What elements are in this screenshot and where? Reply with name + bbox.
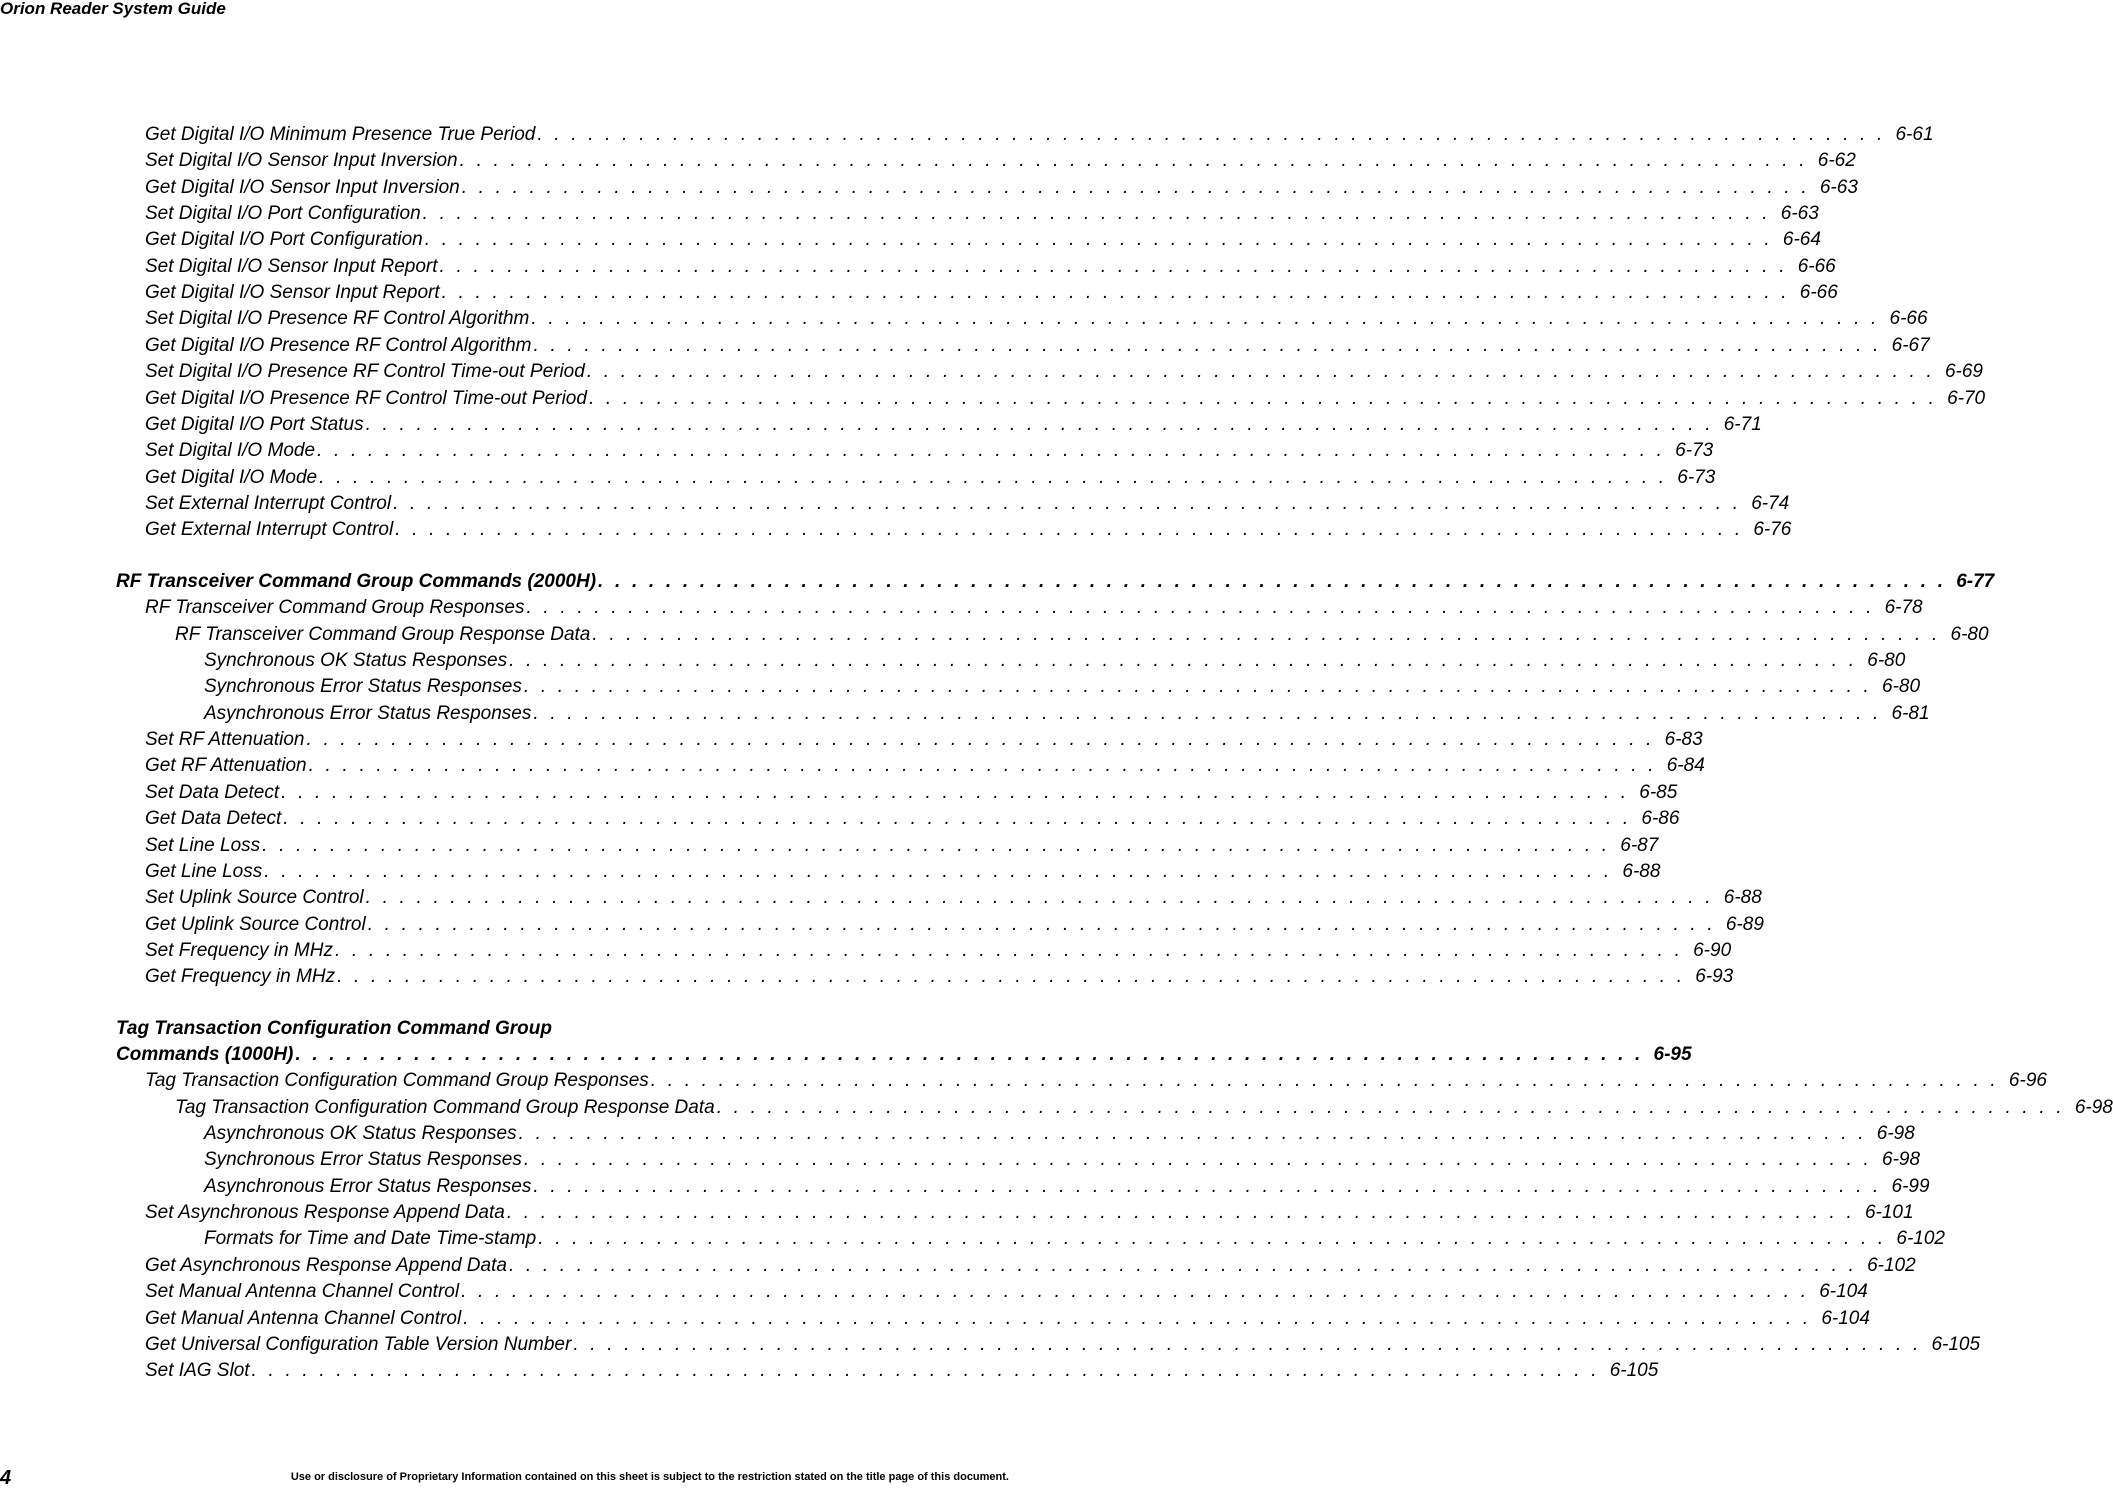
toc-entry-title: RF Transceiver Command Group Responses xyxy=(145,597,525,619)
toc-leader-dots: . . . . . . . . . . . . . . . . . . . . . . . . . . . . . . . . . . . . . . . . . . . . . . . . . . . . . . . . . . . . . . . . . . . . . . . . . . . . . . . . xyxy=(422,203,1771,225)
toc-entry[interactable] xyxy=(145,491,1790,517)
toc-entry-title: Asynchronous Error Status Responses xyxy=(204,702,532,724)
toc-entry-page: 6-80 xyxy=(1882,676,1921,698)
toc-entry[interactable] xyxy=(145,201,1819,227)
toc-entry[interactable] xyxy=(145,780,1678,806)
toc-entry-page: 6-105 xyxy=(1931,1333,1981,1355)
toc-entry-page: 6-104 xyxy=(1819,1281,1868,1303)
toc-entry[interactable] xyxy=(204,1147,1921,1173)
toc-entry-title: Set Digital I/O Presence RF Control Time-out Period xyxy=(145,361,585,383)
toc-entry-title: Get Line Loss xyxy=(145,860,263,882)
toc-entry-page: 6-66 xyxy=(1797,255,1836,277)
toc-leader-dots: . . . . . . . . . . . . . . . . . . . . . . . . . . . . . . . . . . . . . . . . . . . . . . . . . . . . . . . . . . . . . . . . . . . . . . . . . . . . . . . . xyxy=(441,282,1790,304)
toc-entry[interactable] xyxy=(145,753,1705,779)
toc-entry-page: 6-61 xyxy=(1895,124,1934,145)
toc-leader-dots: . . . . . . . . . . . . . . . . . . . . . . . . . . . . . . . . . . . . . . . . . . . . . . . . . . . . . . . . . . . . . . . . . . . . . . . . . . . . . . . . xyxy=(283,808,1632,830)
toc-leader-dots: . . . . . . . . . . . . . . . . . . . . . . . . . . . . . . . . . . . . . . . . . . . . . . . . . . . . . . . . . . . . . . . . . . . . . . . . . . . . . . . . xyxy=(281,781,1630,803)
toc-entry[interactable] xyxy=(145,306,1928,332)
toc-entry-page: 6-98 xyxy=(1876,1123,1915,1145)
toc-entry-title: Set Digital I/O Mode xyxy=(145,440,316,462)
toc-leader-dots: . . . . . . . . . . . . . . . . . . . . . . . . . . . . . . . . . . . . . . . . . . . . . . . . . . . . . . . . . . . . . . . . . . . . . . . . . . . . . . . . xyxy=(531,308,1880,330)
toc-entry-title: Get Frequency in MHz xyxy=(145,966,336,988)
toc-entry-title: Formats for Time and Date Time-stamp xyxy=(204,1228,537,1250)
toc-leader-dots: . . . . . . . . . . . . . . . . . . . . . . . . . . . . . . . . . . . . . . . . . . . . . . . . . . . . . . . . . . . . . . . . . . . . . . . . . . . . . . . . xyxy=(533,702,1882,724)
toc-entry[interactable] xyxy=(145,1306,1870,1332)
toc-entry[interactable] xyxy=(145,885,1762,911)
toc-leader-dots: . . . . . . . . . . . . . . . . . . . . . . . . . . . . . . . . . . . . . . . . . . . . . . . . . . . . . . . . . . . . . . . . . . . . . . . . . . . . . . . . xyxy=(334,939,1684,961)
toc-entry-page: 6-95 xyxy=(1653,1044,1692,1065)
toc-entry-title: Synchronous Error Status Responses xyxy=(204,676,522,698)
toc-entry[interactable] xyxy=(145,806,1680,832)
toc-entry-title: Set RF Attenuation xyxy=(145,729,305,751)
toc-entry-page: 6-105 xyxy=(1609,1360,1659,1382)
toc-entry-page: 6-104 xyxy=(1821,1307,1870,1329)
toc-leader-dots: . . . . . . . . . . . . . . . . . . . . . . . . . . . . . . . . . . . . . . . . . . . . . . . . . . . . . . . . . . . . . . . . . . . . . . . . . . . . . . . . xyxy=(308,755,1657,777)
toc-entry-title: Set Digital I/O Sensor Input Inversion xyxy=(145,150,458,172)
toc-leader-dots: . . . . . . . . . . . . . . . . . . . . . . . . . . . . . . . . . . . . . . . . . . . . . . . . . . . . . . . . . . . . . . . . . . . . . . . . . . . . . . . . xyxy=(306,729,1655,751)
toc-leader-dots: . . . . . . . . . . . . . . . . . . . . . . . . . . . . . . . . . . . . . . . . . . . . . . . . . . . . . . . . . . . . . . . . . . . . . . . . . . . . . . . . xyxy=(518,1123,1867,1145)
toc-leader-dots: . . . . . . . . . . . . . . . . . . . . . . . . . . . . . . . . . . . . . . . . . . . . . . . . . . . . . . . . . . . . . . . . . . . . . . . . . . . . . . . . xyxy=(592,623,1941,645)
toc-leader-dots: . . . . . . . . . . . . . . . . . . . . . . . . . . . . . . . . . . . . . . . . . . . . . . . . . . . . . . . . . . . . . . . . . . . . . . . . . . . . . . . . xyxy=(424,229,1773,251)
toc-entry-title: Get Digital I/O Presence RF Control Time-out Period xyxy=(145,387,587,409)
toc-entry-title: Get Universal Configuration Table Version Number xyxy=(145,1333,572,1355)
toc-leader-dots: . . . . . . . . . . . . . . . . . . . . . . . . . . . . . . . . . . . . . . . . . . . . . . . . . . . . . . . . . . . . . . . . . . . . . . . . . . . . . . . . xyxy=(461,176,1810,198)
toc-entry[interactable] xyxy=(145,912,1764,938)
toc-entry[interactable] xyxy=(145,1358,1659,1384)
toc-entry-page: 6-78 xyxy=(1884,597,1923,619)
toc-entry-title: Set Uplink Source Control xyxy=(145,887,364,909)
document-title: Orion Reader System Guide xyxy=(0,0,226,18)
toc-entry[interactable] xyxy=(145,438,1714,464)
toc-entry-page: 6-80 xyxy=(1950,623,1989,645)
toc-entry-page: 6-66 xyxy=(1889,308,1928,330)
toc-leader-dots: . . . . . . . . . . . . . . . . . . . . . . . . . . . . . . . . . . . . . . . . . . . . . . . . . . . . . . . . . . . . . . . . . . . . . . . . . . . . . . . . xyxy=(463,1307,1812,1329)
toc-entry-title: Get Asynchronous Response Append Data xyxy=(145,1254,507,1276)
toc-leader-dots: . . . . . . . . . . . . . . . . . . . . . . . . . . . . . . . . . . . . . . . . . . . . . . . . . . . . . . . . . . . . . . . . . . . . . . . . . . . . . . . . xyxy=(365,413,1714,435)
toc-entry-title: Tag Transaction Configuration Command Group Response Data xyxy=(175,1096,715,1118)
toc-section-entry[interactable] xyxy=(116,569,1995,595)
toc-entry-title: Get Digital I/O Mode xyxy=(145,466,318,488)
toc-entry-page: 6-93 xyxy=(1695,966,1734,988)
toc-entry-title: Get Digital I/O Sensor Input Report xyxy=(145,282,440,304)
toc-leader-dots: . . . . . . . . . . . . . . . . . . . . . . . . . . . . . . . . . . . . . . . . . . . . . . . . . . . . . . . . . . . . . . . . . . . . . . . . . . . . . . . . xyxy=(533,334,1882,356)
toc-entry[interactable] xyxy=(145,859,1661,885)
toc-entry-title: Synchronous Error Status Responses xyxy=(204,1149,522,1171)
toc-entry[interactable] xyxy=(145,333,1930,359)
toc-entry[interactable] xyxy=(145,595,1923,621)
toc-entry[interactable] xyxy=(145,175,1858,201)
toc-entry[interactable] xyxy=(145,465,1716,491)
toc-entry-title: Set Digital I/O Port Configuration xyxy=(145,203,421,225)
toc-entry-title: Set Data Detect xyxy=(145,781,280,803)
toc-leader-dots: . . . . . . . . . . . . . . . . . . . . . . . . . . . . . . . . . . . . . . . . . . . . . . . . . . . . . . . . . . . . . . . . . . . . . . . . . . . . . . . . xyxy=(295,1044,1644,1065)
toc-entry-title: Set Asynchronous Response Append Data xyxy=(145,1202,505,1224)
toc-entry-title: Set Line Loss xyxy=(145,834,261,856)
toc-entry-title: Set Frequency in MHz xyxy=(145,939,333,961)
toc-entry[interactable] xyxy=(204,701,1930,727)
toc-entry[interactable] xyxy=(175,622,1989,648)
toc-entry[interactable] xyxy=(145,1332,1981,1358)
toc-entry-title: Get Digital I/O Presence RF Control Algorithm xyxy=(145,334,532,356)
toc-entry-title: Synchronous OK Status Responses xyxy=(204,650,508,672)
toc-leader-dots: . . . . . . . . . . . . . . . . . . . . . . . . . . . . . . . . . . . . . . . . . . . . . . . . . . . . . . . . . . . . . . . . . . . . . . . . . . . . . . . . xyxy=(251,1360,1600,1382)
toc-entry-page: 6-99 xyxy=(1891,1175,1930,1197)
toc-entry-title: Get Data Detect xyxy=(145,808,282,830)
toc-leader-dots: . . . . . . . . . . . . . . . . . . . . . . . . . . . . . . . . . . . . . . . . . . . . . . . . . . . . . . . . . . . . . . . . . . . . . . . . . . . . . . . . xyxy=(459,150,1808,172)
toc-entry-title: Set External Interrupt Control xyxy=(145,492,392,514)
toc-entry-title: Set Digital I/O Sensor Input Report xyxy=(145,255,438,277)
toc-entry-page: 6-86 xyxy=(1641,808,1680,830)
toc-entry-page: 6-73 xyxy=(1675,440,1714,462)
toc-entry[interactable] xyxy=(204,1121,1915,1147)
toc-entry-title: Get Manual Antenna Channel Control xyxy=(145,1307,462,1329)
toc-entry-page: 6-63 xyxy=(1819,176,1858,198)
toc-entry-title: Asynchronous Error Status Responses xyxy=(204,1175,532,1197)
toc-entry-page: 6-63 xyxy=(1780,203,1819,225)
toc-entry[interactable] xyxy=(145,833,1659,859)
toc-leader-dots: . . . . . . . . . . . . . . . . . . . . . . . . . . . . . . . . . . . . . . . . . . . . . . . . . . . . . . . . . . . . . . . . . . . . . . . . . . . . . . . . xyxy=(393,492,1742,514)
toc-entry-title: Set Manual Antenna Channel Control xyxy=(145,1281,460,1303)
toc-entry[interactable] xyxy=(145,122,1934,148)
toc-entry[interactable] xyxy=(145,386,1986,412)
toc-leader-dots: . . . . . . . . . . . . . . . . . . . . . . . . . . . . . . . . . . . . . . . . . . . . . . . . . . . . . . . . . . . . . . . . . . . . . . . . . . . . . . . . xyxy=(716,1096,2065,1118)
toc-entry-page: 6-66 xyxy=(1799,282,1838,304)
toc-entry[interactable] xyxy=(145,412,1762,438)
toc-entry-title: Set IAG Slot xyxy=(145,1360,250,1382)
toc-entry[interactable] xyxy=(145,148,1856,174)
toc-entry-page: 6-96 xyxy=(2008,1070,2047,1092)
toc-entry-page: 6-89 xyxy=(1725,913,1764,935)
toc-entry-page: 6-87 xyxy=(1620,834,1659,856)
toc-entry-page: 6-81 xyxy=(1891,702,1930,724)
toc-entry-title: Asynchronous OK Status Responses xyxy=(204,1123,517,1145)
toc-entry-title: RF Transceiver Command Group Commands (2000H) xyxy=(116,571,597,592)
toc-group-heading-line: Tag Transaction Configuration Command Group xyxy=(116,1017,552,1039)
toc-entry-page: 6-85 xyxy=(1639,781,1678,803)
toc-entry-page: 6-102 xyxy=(1896,1228,1945,1250)
toc-entry[interactable] xyxy=(145,1068,2047,1094)
toc-entry-page: 6-74 xyxy=(1751,492,1790,514)
toc-entry-page: 6-98 xyxy=(1882,1149,1921,1171)
toc-entry-page: 6-80 xyxy=(1867,650,1906,672)
toc-entry-page: 6-71 xyxy=(1723,413,1762,435)
toc-entry-page: 6-77 xyxy=(1956,571,1995,592)
toc-leader-dots: . . . . . . . . . . . . . . . . . . . . . . . . . . . . . . . . . . . . . . . . . . . . . . . . . . . . . . . . . . . . . . . . . . . . . . . . . . . . . . . . xyxy=(508,1254,1858,1276)
toc-entry[interactable] xyxy=(204,674,1921,700)
toc-leader-dots: . . . . . . . . . . . . . . . . . . . . . . . . . . . . . . . . . . . . . . . . . . . . . . . . . . . . . . . . . . . . . . . . . . . . . . . . . . . . . . . . xyxy=(598,571,1947,592)
toc-entry-title: Tag Transaction Configuration Command Group Responses xyxy=(145,1070,649,1092)
toc-entry[interactable] xyxy=(145,280,1838,306)
toc-entry-page: 6-76 xyxy=(1753,519,1792,541)
toc-entry-title: Get Uplink Source Control xyxy=(145,913,366,935)
toc-leader-dots: . . . . . . . . . . . . . . . . . . . . . . . . . . . . . . . . . . . . . . . . . . . . . . . . . . . . . . . . . . . . . . . . . . . . . . . . . . . . . . . . xyxy=(319,466,1668,488)
toc-entry[interactable] xyxy=(145,227,1821,253)
toc-entry-title: Get Digital I/O Port Status xyxy=(145,413,364,435)
toc-entry[interactable] xyxy=(145,1279,1868,1305)
toc-entry[interactable] xyxy=(204,648,1906,674)
toc-entry-title: Commands (1000H) xyxy=(116,1044,294,1065)
toc-leader-dots: . . . . . . . . . . . . . . . . . . . . . . . . . . . . . . . . . . . . . . . . . . . . . . . . . . . . . . . . . . . . . . . . . . . . . . . . . . . . . . . . xyxy=(523,1149,1873,1171)
toc-entry-page: 6-90 xyxy=(1693,939,1732,961)
toc-leader-dots: . . . . . . . . . . . . . . . . . . . . . . . . . . . . . . . . . . . . . . . . . . . . . . . . . . . . . . . . . . . . . . . . . . . . . . . . . . . . . . . . xyxy=(365,887,1714,909)
toc-leader-dots: . . . . . . . . . . . . . . . . . . . . . . . . . . . . . . . . . . . . . . . . . . . . . . . . . . . . . . . . . . . . . . . . . . . . . . . . . . . . . . . . xyxy=(317,440,1666,462)
toc-leader-dots: . . . . . . . . . . . . . . . . . . . . . . . . . . . . . . . . . . . . . . . . . . . . . . . . . . . . . . . . . . . . . . . . . . . . . . . . . . . . . . . . xyxy=(650,1070,1999,1092)
toc-entry-page: 6-102 xyxy=(1867,1254,1916,1276)
toc-leader-dots: . . . . . . . . . . . . . . . . . . . . . . . . . . . . . . . . . . . . . . . . . . . . . . . . . . . . . . . . . . . . . . . . . . . . . . . . . . . . . . . . xyxy=(439,255,1788,277)
toc-leader-dots: . . . . . . . . . . . . . . . . . . . . . . . . . . . . . . . . . . . . . . . . . . . . . . . . . . . . . . . . . . . . . . . . . . . . . . . . . . . . . . . . xyxy=(533,1175,1882,1197)
toc-entry-title: Get Digital I/O Sensor Input Inversion xyxy=(145,176,460,198)
toc-leader-dots: . . . . . . . . . . . . . . . . . . . . . . . . . . . . . . . . . . . . . . . . . . . . . . . . . . . . . . . . . . . . . . . . . . . . . . . . . . . . . . . . xyxy=(588,387,1938,409)
toc-entry-page: 6-88 xyxy=(1723,887,1762,909)
toc-entry-page: 6-62 xyxy=(1817,150,1856,172)
toc-entry[interactable] xyxy=(204,1226,1945,1252)
toc-section-entry[interactable] xyxy=(116,1042,1692,1068)
toc-entry[interactable] xyxy=(145,964,1734,990)
toc-entry-page: 6-69 xyxy=(1944,361,1983,383)
toc-entry-title: Get External Interrupt Control xyxy=(145,519,394,541)
toc-entry-title: Get RF Attenuation xyxy=(145,755,307,777)
toc-entry-page: 6-98 xyxy=(2074,1096,2113,1118)
page-number: 4 xyxy=(0,1467,12,1489)
toc-entry-page: 6-84 xyxy=(1666,755,1705,777)
toc-leader-dots: . . . . . . . . . . . . . . . . . . . . . . . . . . . . . . . . . . . . . . . . . . . . . . . . . . . . . . . . . . . . . . . . . . . . . . . . . . . . . . . . xyxy=(337,966,1686,988)
toc-entry[interactable] xyxy=(145,517,1792,543)
toc-leader-dots: . . . . . . . . . . . . . . . . . . . . . . . . . . . . . . . . . . . . . . . . . . . . . . . . . . . . . . . . . . . . . . . . . . . . . . . . . . . . . . . . xyxy=(526,597,1875,619)
toc-entry-page: 6-67 xyxy=(1891,334,1930,356)
toc-leader-dots: . . . . . . . . . . . . . . . . . . . . . . . . . . . . . . . . . . . . . . . . . . . . . . . . . . . . . . . . . . . . . . . . . . . . . . . . . . . . . . . . xyxy=(367,913,1716,935)
toc-entry[interactable] xyxy=(175,1095,2113,1121)
toc-leader-dots: . . . . . . . . . . . . . . . . . . . . . . . . . . . . . . . . . . . . . . . . . . . . . . . . . . . . . . . . . . . . . . . . . . . . . . . . . . . . . . . . xyxy=(461,1281,1810,1303)
toc-entry-page: 6-70 xyxy=(1947,387,1986,409)
toc-entry-page: 6-73 xyxy=(1677,466,1716,488)
toc-entry[interactable] xyxy=(145,1253,1916,1279)
toc-entry[interactable] xyxy=(204,1174,1930,1200)
toc-entry[interactable] xyxy=(145,1200,1914,1226)
toc-leader-dots: . . . . . . . . . . . . . . . . . . . . . . . . . . . . . . . . . . . . . . . . . . . . . . . . . . . . . . . . . . . . . . . . . . . . . . . . . . . . . . . . xyxy=(573,1333,1922,1355)
toc-entry-page: 6-101 xyxy=(1864,1202,1914,1224)
toc-entry-title: Get Digital I/O Minimum Presence True Period xyxy=(145,124,536,145)
toc-entry-title: Set Digital I/O Presence RF Control Algorithm xyxy=(145,308,530,330)
toc-leader-dots: . . . . . . . . . . . . . . . . . . . . . . . . . . . . . . . . . . . . . . . . . . . . . . . . . . . . . . . . . . . . . . . . . . . . . . . . . . . . . . . . xyxy=(523,676,1873,698)
toc-entry-page: 6-88 xyxy=(1622,860,1661,882)
toc-entry-title: Get Digital I/O Port Configuration xyxy=(145,229,423,251)
toc-entry-title: RF Transceiver Command Group Response Data xyxy=(175,623,591,645)
toc-entry[interactable] xyxy=(145,254,1836,280)
toc-entry-page: 6-64 xyxy=(1782,229,1821,251)
toc-entry[interactable] xyxy=(145,359,1983,385)
toc-entry[interactable] xyxy=(145,727,1703,753)
toc-leader-dots: . . . . . . . . . . . . . . . . . . . . . . . . . . . . . . . . . . . . . . . . . . . . . . . . . . . . . . . . . . . . . . . . . . . . . . . . . . . . . . . . xyxy=(264,860,1613,882)
toc-leader-dots: . . . . . . . . . . . . . . . . . . . . . . . . . . . . . . . . . . . . . . . . . . . . . . . . . . . . . . . . . . . . . . . . . . . . . . . . . . . . . . . . xyxy=(538,1228,1887,1250)
toc-leader-dots: . . . . . . . . . . . . . . . . . . . . . . . . . . . . . . . . . . . . . . . . . . . . . . . . . . . . . . . . . . . . . . . . . . . . . . . . . . . . . . . . xyxy=(395,519,1744,541)
toc-entry-page: 6-83 xyxy=(1664,729,1703,751)
toc-leader-dots: . . . . . . . . . . . . . . . . . . . . . . . . . . . . . . . . . . . . . . . . . . . . . . . . . . . . . . . . . . . . . . . . . . . . . . . . . . . . . . . . xyxy=(506,1202,1855,1224)
toc-leader-dots: . . . . . . . . . . . . . . . . . . . . . . . . . . . . . . . . . . . . . . . . . . . . . . . . . . . . . . . . . . . . . . . . . . . . . . . . . . . . . . . . xyxy=(586,361,1935,383)
proprietary-notice: Use or disclosure of Proprietary Information contained on this sheet is subject to the restriction stated on the title page of this document. xyxy=(290,1471,1009,1483)
toc-leader-dots: . . . . . . . . . . . . . . . . . . . . . . . . . . . . . . . . . . . . . . . . . . . . . . . . . . . . . . . . . . . . . . . . . . . . . . . . . . . . . . . . xyxy=(262,834,1611,856)
toc-entry[interactable] xyxy=(145,938,1732,964)
toc-leader-dots: . . . . . . . . . . . . . . . . . . . . . . . . . . . . . . . . . . . . . . . . . . . . . . . . . . . . . . . . . . . . . . . . . . . . . . . . . . . . . . . . xyxy=(537,124,1886,145)
toc-leader-dots: . . . . . . . . . . . . . . . . . . . . . . . . . . . . . . . . . . . . . . . . . . . . . . . . . . . . . . . . . . . . . . . . . . . . . . . . . . . . . . . . xyxy=(509,650,1858,672)
